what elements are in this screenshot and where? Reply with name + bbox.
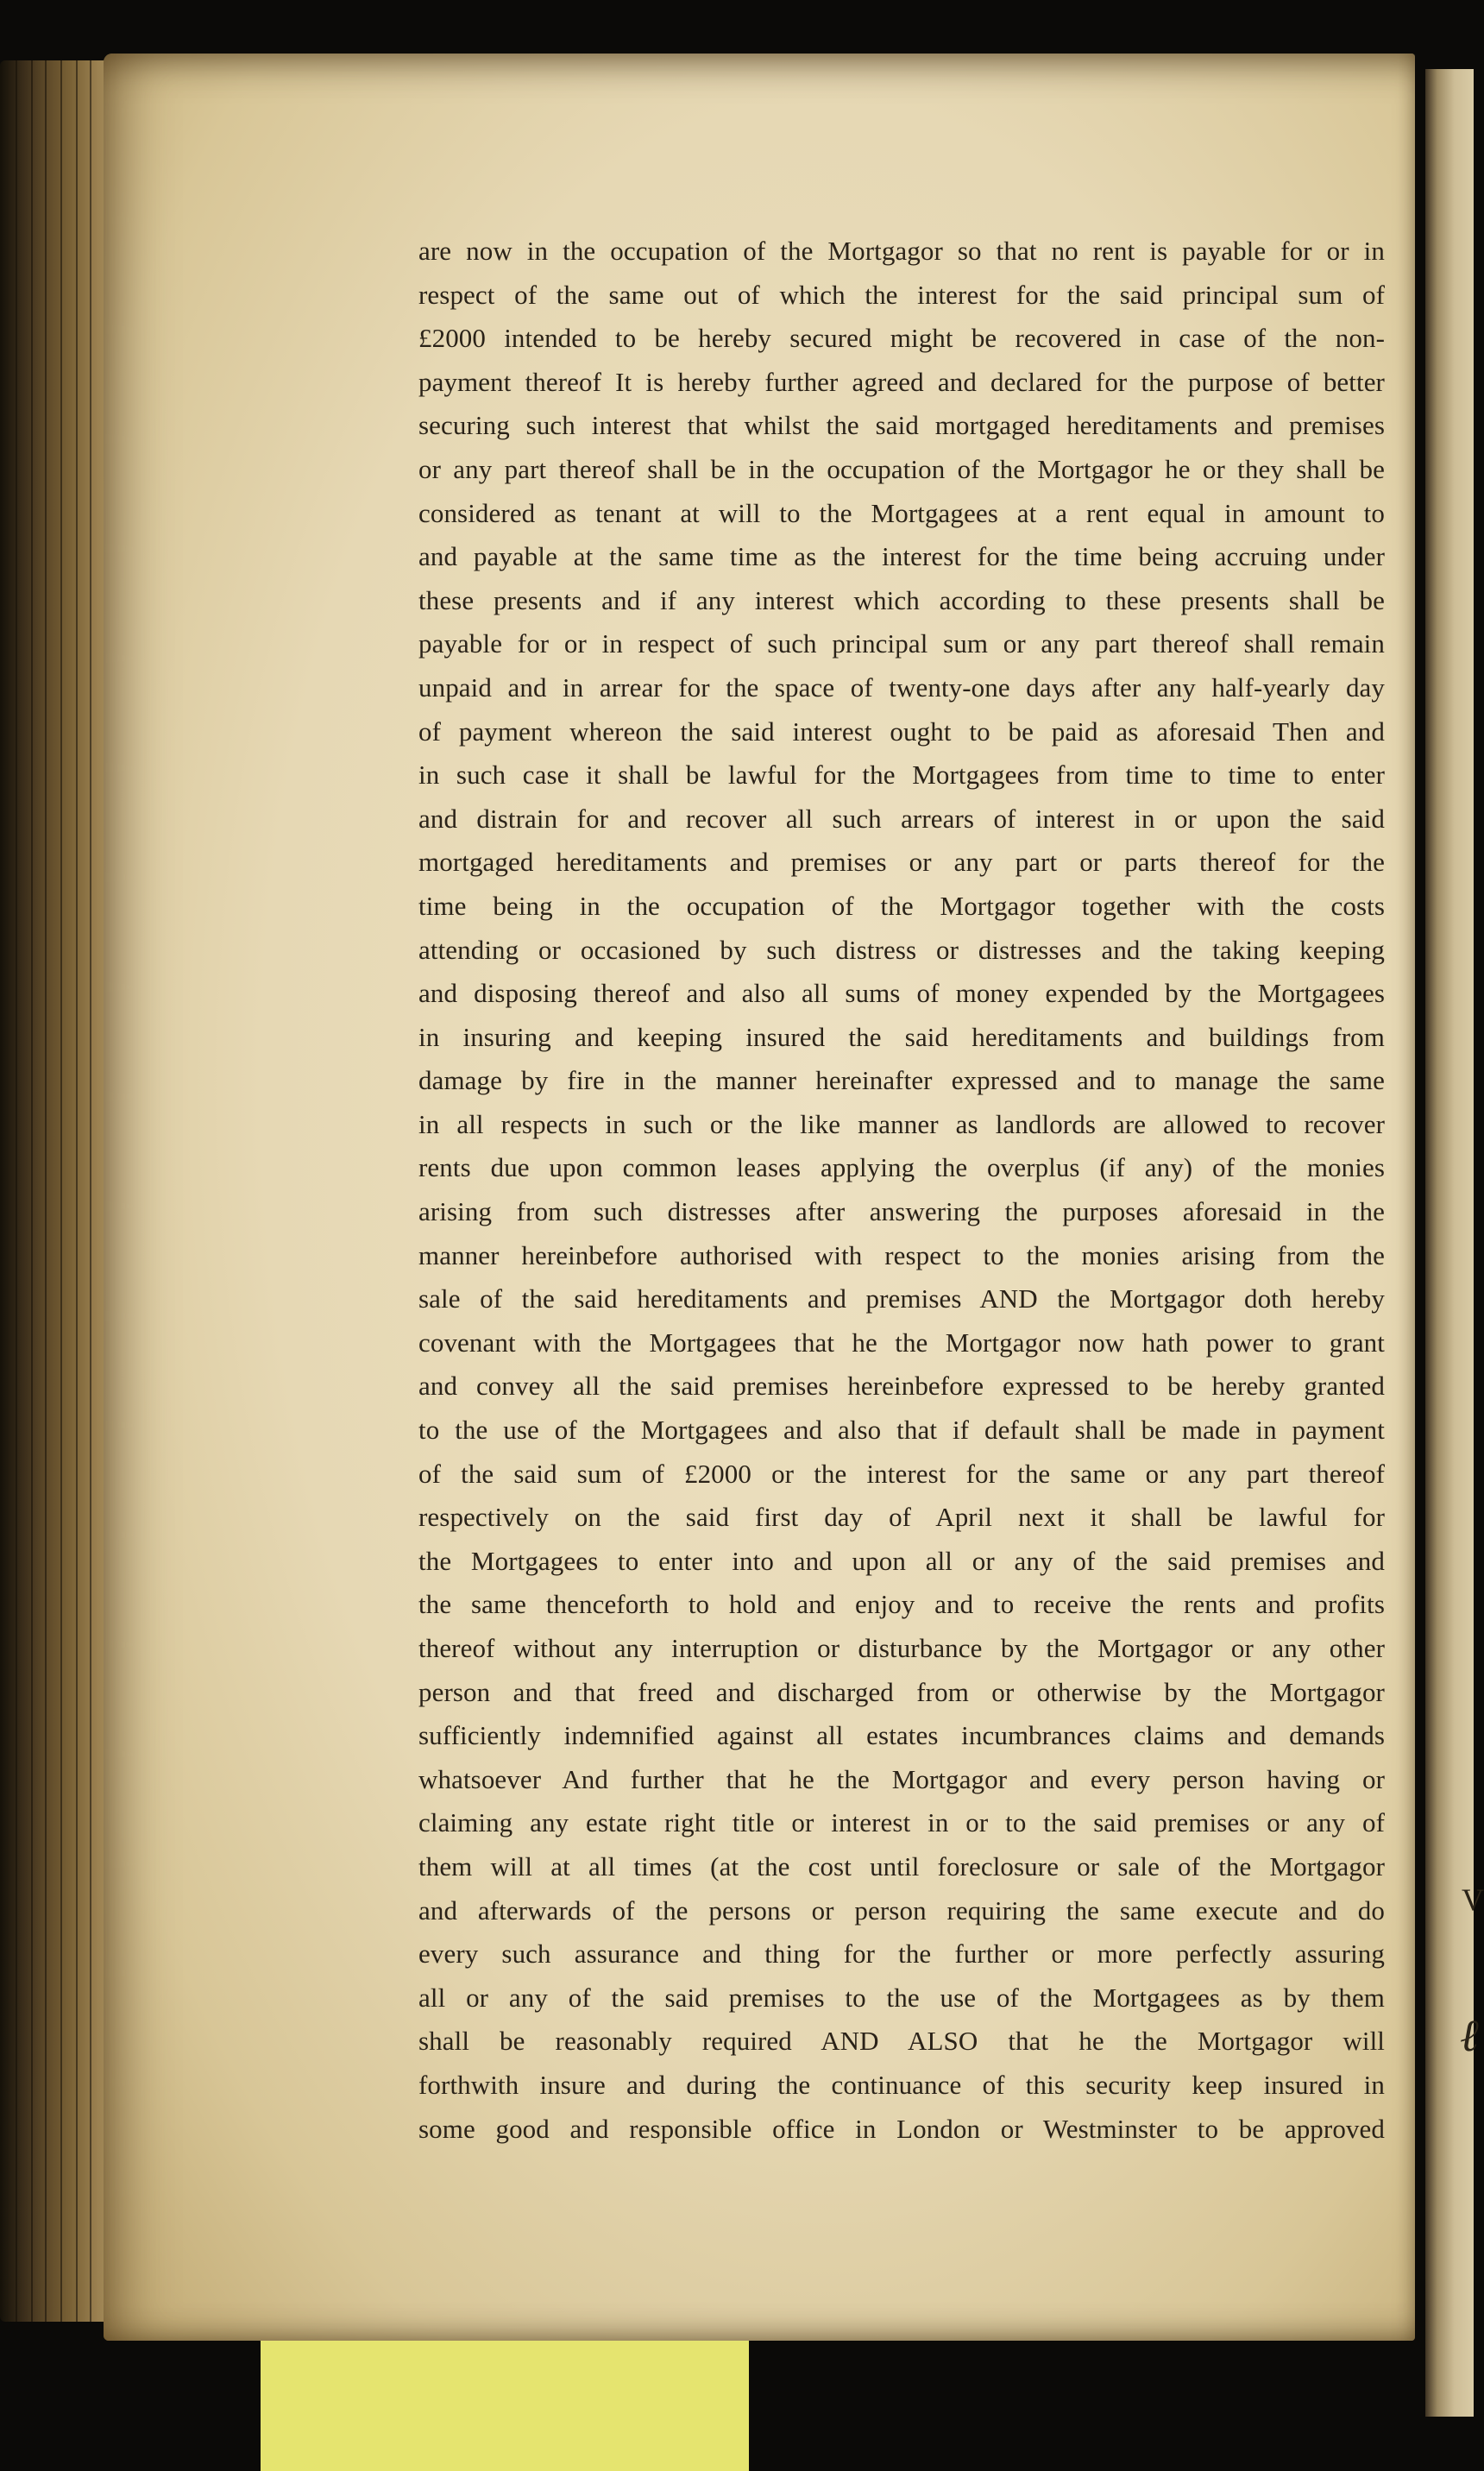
text-line: shall be reasonably required AND ALSO that he the Mortgagor will <box>418 2026 1385 2057</box>
text-line: unpaid and in arrear for the space of twenty-one days after any half-yearly day <box>418 671 1385 703</box>
text-line: whatsoever And further that he the Mortgagor and every person having or <box>418 1763 1385 1794</box>
text-line: arising from such distresses after answering the purposes aforesaid in the <box>418 1196 1385 1227</box>
adjacent-page-glyph: V <box>1462 1882 1484 1917</box>
text-line: considered as tenant at will to the Mortgagees at a rent equal in amount to <box>418 497 1385 528</box>
text-line: respectively on the said first day of April next it shall be lawful for <box>418 1502 1385 1533</box>
text-line: rents due upon common leases applying the overplus (if any) of the monies <box>418 1152 1385 1183</box>
text-line: securing such interest that whilst the said mortgaged hereditaments and premises <box>418 410 1385 441</box>
text-line: of the said sum of £2000 or the interest for the same or any part thereof <box>418 1458 1385 1489</box>
text-line: and payable at the same time as the interest for the time being accruing under <box>418 541 1385 572</box>
text-line: some good and responsible office in London or Westminster to be approved <box>418 2113 1385 2144</box>
text-line: of payment whereon the said interest ought to be paid as aforesaid Then and <box>418 715 1385 747</box>
text-line: in insuring and keeping insured the said hereditaments and buildings from <box>418 1021 1385 1052</box>
text-line: the same thenceforth to hold and enjoy and to receive the rents and profits <box>418 1589 1385 1620</box>
text-line: every such assurance and thing for the further or more perfectly assuring <box>418 1938 1385 1970</box>
text-line: are now in the occupation of the Mortgagor so that no rent is payable for or in <box>418 236 1385 266</box>
adjacent-page-script: ℓ <box>1460 2012 1479 2061</box>
text-line: payment thereof It is hereby further agreed and declared for the purpose of better <box>418 366 1385 397</box>
text-line: in such case it shall be lawful for the Mortgagees from time to time to enter <box>418 760 1385 791</box>
text-line: these presents and if any interest which according to these presents shall be <box>418 584 1385 615</box>
text-line: them will at all times (at the cost until foreclosure or sale of the Mortgagor <box>418 1850 1385 1882</box>
text-line: attending or occasioned by such distress or distresses and the taking keeping <box>418 934 1385 965</box>
text-line: damage by fire in the manner hereinafter expressed and to manage the same <box>418 1065 1385 1096</box>
text-line: or any part thereof shall be in the occupation of the Mortgagor he or they shall be <box>418 453 1385 484</box>
text-line: respect of the same out of which the interest for the said principal sum of <box>418 279 1385 310</box>
text-line: to the use of the Mortgagees and also that if default shall be made in payment <box>418 1415 1385 1446</box>
text-line: all or any of the said premises to the use of the Mortgagees as by them <box>418 1982 1385 2013</box>
text-line: in all respects in such or the like manner as landlords are allowed to recover <box>418 1108 1385 1139</box>
text-line: covenant with the Mortgagees that he the Mortgagor now hath power to grant <box>418 1327 1385 1358</box>
text-line: sufficiently indemnified against all estates incumbrances claims and demands <box>418 1720 1385 1751</box>
text-line: and afterwards of the persons or person requiring the same execute and do <box>418 1894 1385 1926</box>
adjacent-page <box>1425 69 1484 2417</box>
text-line: manner hereinbefore authorised with respect to the monies arising from the <box>418 1239 1385 1270</box>
text-line: £2000 intended to be hereby secured might be recovered in case of the non- <box>418 323 1385 354</box>
text-line: claiming any estate right title or interest in or to the said premises or any of <box>418 1807 1385 1838</box>
text-line: person and that freed and discharged from or otherwise by the Mortgagor <box>418 1676 1385 1707</box>
text-line: and disposing thereof and also all sums of money expended by the Mortgagees <box>418 978 1385 1009</box>
text-line: payable for or in respect of such principal sum or any part thereof shall remain <box>418 628 1385 659</box>
text-line: sale of the said hereditaments and premises AND the Mortgagor doth hereby <box>418 1283 1385 1314</box>
deed-text <box>418 230 1385 2151</box>
text-line: and distrain for and recover all such arrears of interest in or upon the said <box>418 803 1385 834</box>
text-line: forthwith insure and during the continuance of this security keep insured in <box>418 2069 1385 2100</box>
text-line: thereof without any interruption or disturbance by the Mortgagor or any other <box>418 1633 1385 1663</box>
text-line: mortgaged hereditaments and premises or any part or parts thereof for the <box>418 847 1385 878</box>
text-line: time being in the occupation of the Mortgagor together with the costs <box>418 890 1385 921</box>
text-line: and convey all the said premises hereinbefore expressed to be hereby granted <box>418 1371 1385 1402</box>
text-line: the Mortgagees to enter into and upon all or any of the said premises and <box>418 1545 1385 1576</box>
yellow-tab <box>261 2341 749 2471</box>
